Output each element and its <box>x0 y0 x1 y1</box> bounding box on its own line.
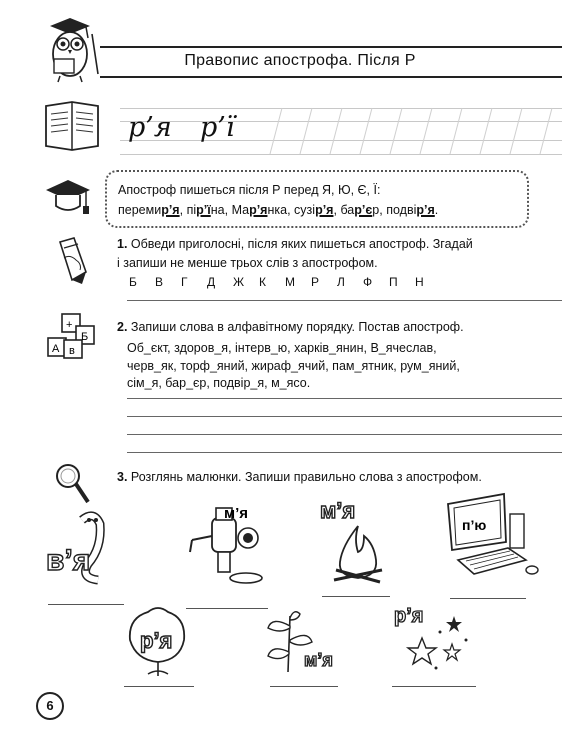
task2-words-line1: Об_єкт, здоров_я, інтерв_ю, харків_янин, В_ячеслав, <box>127 341 437 355</box>
picture-3-letters: м’я <box>320 498 356 523</box>
task2-words <box>127 340 547 393</box>
copybook-lines <box>120 108 562 156</box>
rule-example-highlight: р’ї <box>196 203 211 217</box>
task1-answer-line <box>127 300 562 301</box>
consonant-letter[interactable]: Б <box>129 275 137 289</box>
rule-examples <box>118 203 438 217</box>
consonant-letter[interactable]: М <box>285 275 295 289</box>
picture-6-answer-line <box>270 686 338 687</box>
task2-answer-line-2 <box>127 416 562 417</box>
picture-7-answer-line <box>392 686 476 687</box>
picture-1-answer-line <box>48 604 124 605</box>
consonant-letter[interactable]: Ф <box>363 275 373 289</box>
rule-example-word: бар’єр, <box>340 203 383 217</box>
task2-text: Запиши слова в алфавітному порядку. Постав апостроф. <box>130 320 464 334</box>
consonant-letter[interactable]: К <box>259 275 266 289</box>
consonant-letter[interactable]: Р <box>311 275 320 289</box>
rule-example-highlight: р’є <box>354 203 373 217</box>
picture-3-answer-line <box>322 596 390 597</box>
rule-example-word: перемир’я, <box>118 203 184 217</box>
picture-4-letters: п’ю <box>462 517 487 533</box>
svg-text:в: в <box>69 345 75 357</box>
rule-example-word: сузір’я, <box>294 203 337 217</box>
task2-answer-line-4 <box>127 452 562 453</box>
picture-7-letters: р’я <box>394 605 424 627</box>
picture-2-letters: м’я <box>224 505 249 522</box>
copybook-sample-rii: р’ї <box>200 112 235 143</box>
picture-5-answer-line <box>124 686 194 687</box>
title-top-rule <box>100 46 562 48</box>
task3-number: 3. <box>117 470 128 484</box>
copybook-sample-ria: р’я <box>128 112 172 143</box>
task3-instructions <box>117 468 482 487</box>
picture-2-answer-line <box>186 608 268 609</box>
svg-text:Б: Б <box>81 331 89 343</box>
consonant-letter[interactable]: Г <box>181 275 188 289</box>
task3-text: Розглянь малюнки. Запиши правильно слова з апострофом. <box>130 470 482 484</box>
rule-box <box>105 170 529 228</box>
task1-text-line1: Обведи приголосні, після яких пишеться апостроф. Згадай <box>130 237 473 251</box>
task2-words-line3: сім_я, бар_єр, подвір_я, м_ясо. <box>127 376 311 390</box>
task1-instructions <box>117 235 473 273</box>
picture-1-letters: в’я <box>46 544 91 577</box>
page-number: 6 <box>36 692 64 720</box>
picture-5-letters: р’я <box>140 628 173 653</box>
consonant-letter[interactable]: Д <box>207 275 216 289</box>
page-title: Правопис апострофа. Після Р <box>184 52 416 69</box>
task2-number: 2. <box>117 320 128 334</box>
rule-example-word: подвір’я. <box>386 203 439 217</box>
task1-letter-row <box>129 275 441 289</box>
task1-number: 1. <box>117 237 128 251</box>
title-bottom-rule <box>100 76 562 78</box>
rule-line-1: Апостроф пишеться після Р перед Я, Ю, Є, Ї: <box>118 183 381 197</box>
svg-text:+: + <box>66 319 73 331</box>
rule-example-word: пір’їна, <box>186 203 229 217</box>
consonant-letter[interactable]: Ж <box>233 275 245 289</box>
task2-answer-line-3 <box>127 434 562 435</box>
svg-text:А: А <box>52 343 60 355</box>
rule-example-word: Мар’янка, <box>231 203 291 217</box>
picture-6-letters: м’я <box>304 650 333 670</box>
task2-words-line2: черв_як, торф_яний, жираф_ячий, пам_ятник, рум_яний, <box>127 358 460 373</box>
consonant-letter[interactable]: П <box>389 275 398 289</box>
task1-text-line2: і запиши не менше трьох слів з апострофом. <box>117 256 378 270</box>
rule-example-highlight: р’я <box>161 203 180 217</box>
rule-example-highlight: р’я <box>416 203 435 217</box>
task2-instructions <box>117 318 464 337</box>
consonant-letter[interactable]: Н <box>415 275 424 289</box>
rule-example-highlight: р’я <box>249 203 268 217</box>
rule-example-highlight: р’я <box>315 203 334 217</box>
task2-answer-line-1 <box>127 398 562 399</box>
consonant-letter[interactable]: Л <box>337 275 345 289</box>
consonant-letter[interactable]: В <box>155 275 164 289</box>
